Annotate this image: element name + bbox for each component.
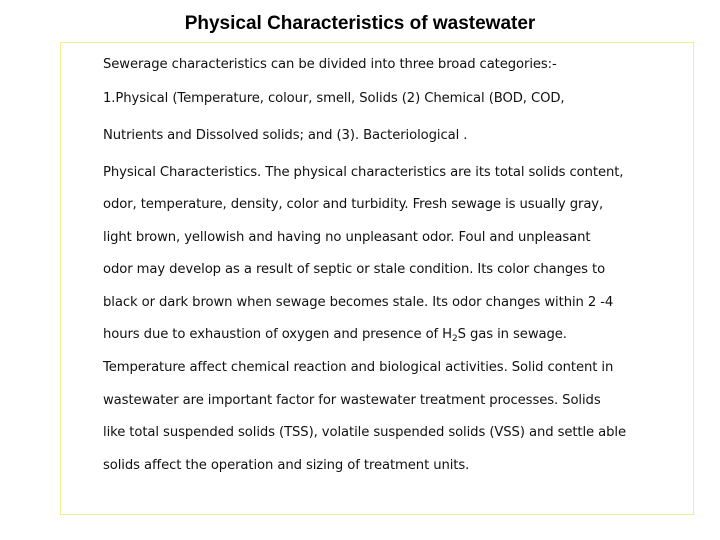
subscript: 2 — [452, 334, 458, 345]
categories-line-2: Nutrients and Dissolved solids; and (3). Bacteriological . — [103, 128, 468, 143]
paragraph-line: Temperature affect chemical reaction and biological activities. Solid content in — [103, 360, 614, 376]
paragraph-line: Physical Characteristics. The physical characteristics are its total solids content, — [103, 165, 624, 180]
categories-line-1: 1.Physical (Temperature, colour, smell, Solids (2) Chemical (BOD, COD, — [103, 91, 565, 106]
physical-heading: Physical Characteristics. — [103, 165, 262, 180]
paragraph-line: light brown, yellowish and having no unpleasant odor. Foul and unpleasant — [103, 229, 591, 245]
paragraph-line: solids affect the operation and sizing of treatment units. — [103, 457, 470, 473]
paragraph-line: hours due to exhaustion of oxygen and presence of $H_2S$ gas in sewage. — [103, 327, 567, 345]
page-title: Physical Characteristics of wastewater — [184, 13, 536, 34]
physical-paragraph — [103, 157, 693, 482]
content-body — [103, 52, 693, 482]
paragraph-line: like total suspended solids (TSS), volatile suspended solids (VSS) and settle able — [103, 425, 626, 441]
paragraph-line: odor, temperature, density, color and turbidity. Fresh sewage is usually gray, — [103, 197, 604, 213]
intro-text: Sewerage characteristics can be divided into three broad categories:- — [103, 57, 557, 72]
paragraph-line: wastewater are important factor for wastewater treatment processes. Solids — [103, 392, 601, 408]
paragraph-line: black or dark brown when sewage becomes stale. Its odor changes within 2 -4 — [103, 294, 614, 310]
paragraph-line: odor may develop as a result of septic or stale condition. Its color changes to — [103, 262, 606, 278]
